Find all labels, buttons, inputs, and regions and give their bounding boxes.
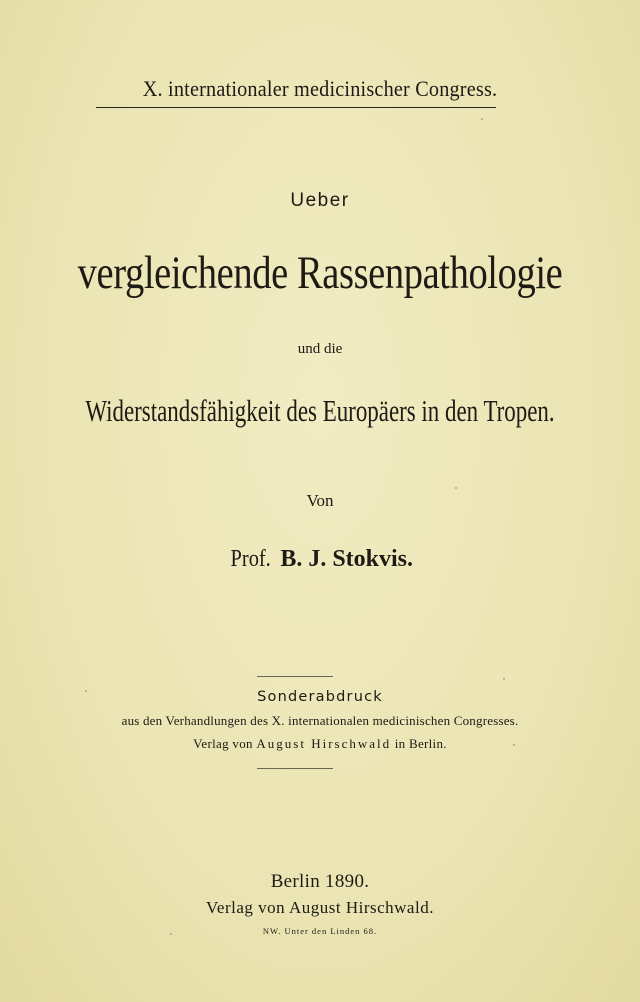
paper-speck — [455, 487, 457, 489]
paper-speck — [481, 118, 483, 120]
main-title: vergleichende Rassenpathologie — [77, 247, 563, 299]
paper-speck — [513, 744, 515, 746]
paper-speck — [170, 933, 172, 935]
author-line — [0, 546, 640, 573]
subtitle: Widerstandsfähigkeit des Europäers in den Tropen. — [85, 393, 555, 428]
offprint-publisher-prefix: Verlag von — [193, 736, 253, 751]
imprint-address: NW. Unter den Linden 68. — [262, 926, 378, 936]
imprint-place-year: Berlin 1890. — [270, 871, 370, 892]
offprint-label: Sonderabdruck — [257, 689, 383, 705]
und-die-text: und die — [297, 341, 343, 357]
offprint-publisher-suffix: in Berlin. — [394, 736, 447, 751]
offprint-publisher — [0, 736, 640, 752]
congress-header: X. internationaler medicinischer Congress. — [142, 76, 498, 101]
imprint-publisher: Verlag von August Hirschwald. — [206, 898, 434, 917]
author-name: B. J. Stokvis. — [280, 546, 414, 572]
divider-top — [257, 676, 333, 677]
paper-speck — [85, 690, 87, 692]
von-text: Von — [306, 491, 334, 510]
ueber-text: Ueber — [290, 190, 350, 211]
author-prefix: Prof. — [230, 546, 271, 572]
offprint-publisher-name: August Hirschwald — [256, 736, 392, 751]
divider-bottom — [257, 768, 333, 769]
paper-speck — [503, 678, 505, 680]
offprint-source: aus den Verhandlungen des X. internationalen medicinischen Congresses. — [121, 713, 519, 728]
header-underline — [96, 107, 496, 108]
